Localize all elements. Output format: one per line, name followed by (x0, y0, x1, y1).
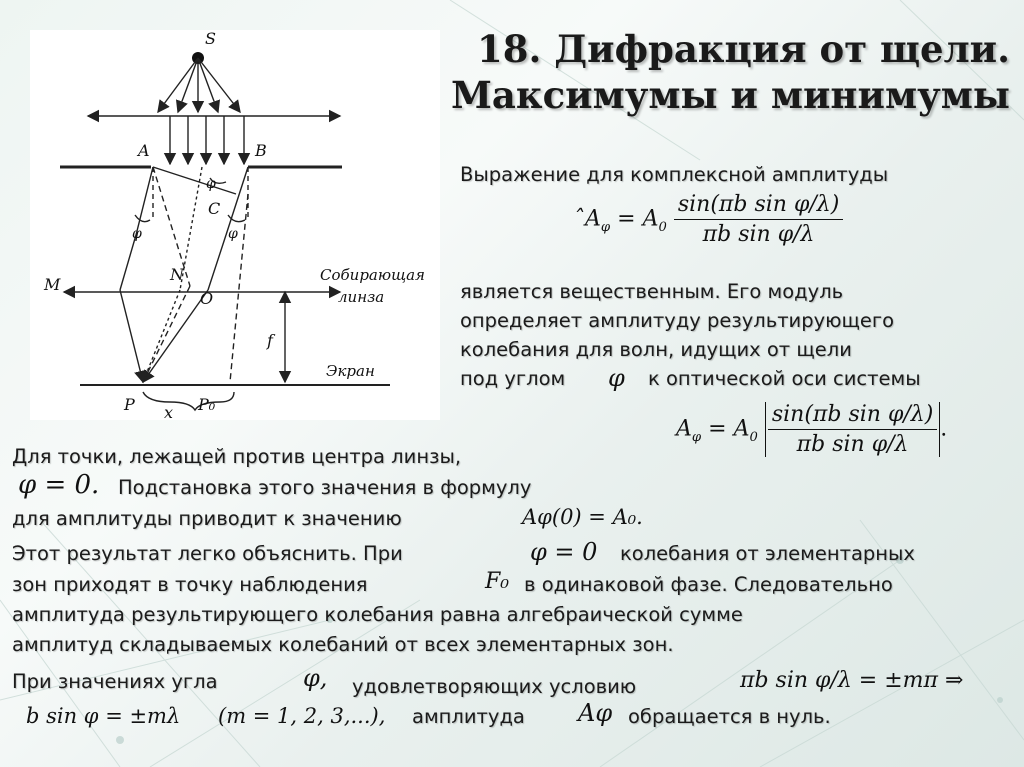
para1-line2: определяет амплитуду результирующего (460, 309, 895, 332)
label-phi-top: φ (206, 176, 216, 192)
label-O: O (200, 289, 214, 308)
slit-diffraction-diagram (30, 30, 440, 420)
para2-line3: для амплитуды приводит к значению (12, 507, 402, 530)
formula-minimum-condition-2: b sin φ = ±mλ (26, 704, 181, 728)
title-line-2: Максимумы и минимумы (450, 73, 1010, 117)
slide-title (450, 26, 1010, 118)
label-screen: Экран (326, 362, 375, 380)
title-line-1: 18. Дифракция от щели. (477, 27, 1010, 71)
label-P0: P₀ (198, 395, 216, 414)
para1-line4b: к оптической оси системы (648, 367, 921, 390)
label-lens-2: линза (338, 288, 385, 306)
intro-text: Выражение для комплексной амплитуды (460, 163, 889, 186)
fraction-abs: $\frac{\text{sin(πb sin φ/λ)}}{\text{πb sin φ/λ}}$ (765, 402, 940, 457)
label-B: B (255, 141, 267, 160)
para3-line2b: в одинаковой фазе. Следовательно (524, 573, 893, 596)
label-C: C (208, 199, 221, 218)
para1-line3: колебания для волн, идущих от щели (460, 338, 852, 361)
para3-line3: амплитуда результирующего колебания равна алгебраической сумме (12, 603, 743, 626)
symbol-phi-inline: φ (608, 364, 625, 392)
symbol-A0: A (642, 206, 659, 232)
para4-line2a: амплитуда (412, 705, 525, 728)
label-S: S (205, 30, 216, 48)
para3-line1a: Этот результат легко объяснить. При (12, 542, 403, 565)
formula-amplitude-modulus: $A_\varphi = A_0$ $\frac{\text{sin(πb sin φ/λ)}}{\text{πb sin φ/λ}}$ . (676, 402, 948, 457)
label-phi-left: φ (132, 226, 142, 242)
symbol-A-hat: A (585, 206, 601, 232)
formula-minimum-condition: πb sin φ/λ = ±mπ ⇒ (740, 668, 964, 693)
formula-phi-eq-zero-dot: φ = 0. (18, 470, 100, 500)
label-phi-right: φ (228, 226, 238, 242)
fraction-numerator: sin(πb sin φ/λ) (674, 192, 843, 220)
label-N: N (170, 265, 184, 284)
label-f: f (267, 331, 273, 350)
label-P: P (124, 395, 135, 414)
label-A: A (138, 141, 150, 160)
formula-m-values: (m = 1, 2, 3,...), (218, 704, 386, 728)
fraction-denominator: πb sin φ/λ (702, 222, 815, 247)
symbol-phi-comma: φ, (303, 664, 328, 692)
para2-line1: Для точки, лежащей против центра линзы, (12, 445, 462, 468)
symbol-F0: F₀ (485, 569, 510, 594)
para4-line2b: обращается в нуль. (628, 705, 831, 728)
label-x: x (164, 403, 174, 420)
para3-line1b: колебания от элементарных (620, 542, 915, 565)
para3-line4: амплитуд складываемых колебаний от всех элементарных зон. (12, 633, 674, 656)
para1-line1: является вещественным. Его модуль (460, 280, 844, 303)
fraction (674, 192, 843, 247)
para4-line1b: удовлетворяющих условию (352, 675, 637, 698)
label-M: M (44, 275, 61, 294)
symbol-A-phi: Aφ (578, 699, 613, 727)
formula-amplitude-zero: Aφ(0) = A₀. (522, 505, 643, 529)
para1-line4a: под углом (460, 367, 566, 390)
para3-line2a: зон приходят в точку наблюдения (12, 573, 368, 596)
formula-complex-amplitude: $A_\varphi = A_0$ $\frac{\text{sin(πb sin φ/λ)}}{\text{πb sin φ/λ}}$ (585, 192, 843, 247)
label-lens-1: Собирающая (320, 266, 425, 284)
para2-line2: Подстановка этого значения в формулу (118, 476, 532, 499)
para4-line1a: При значениях угла (12, 670, 218, 693)
formula-phi-eq-zero: φ = 0 (530, 538, 598, 566)
sub-phi: φ (600, 219, 611, 235)
